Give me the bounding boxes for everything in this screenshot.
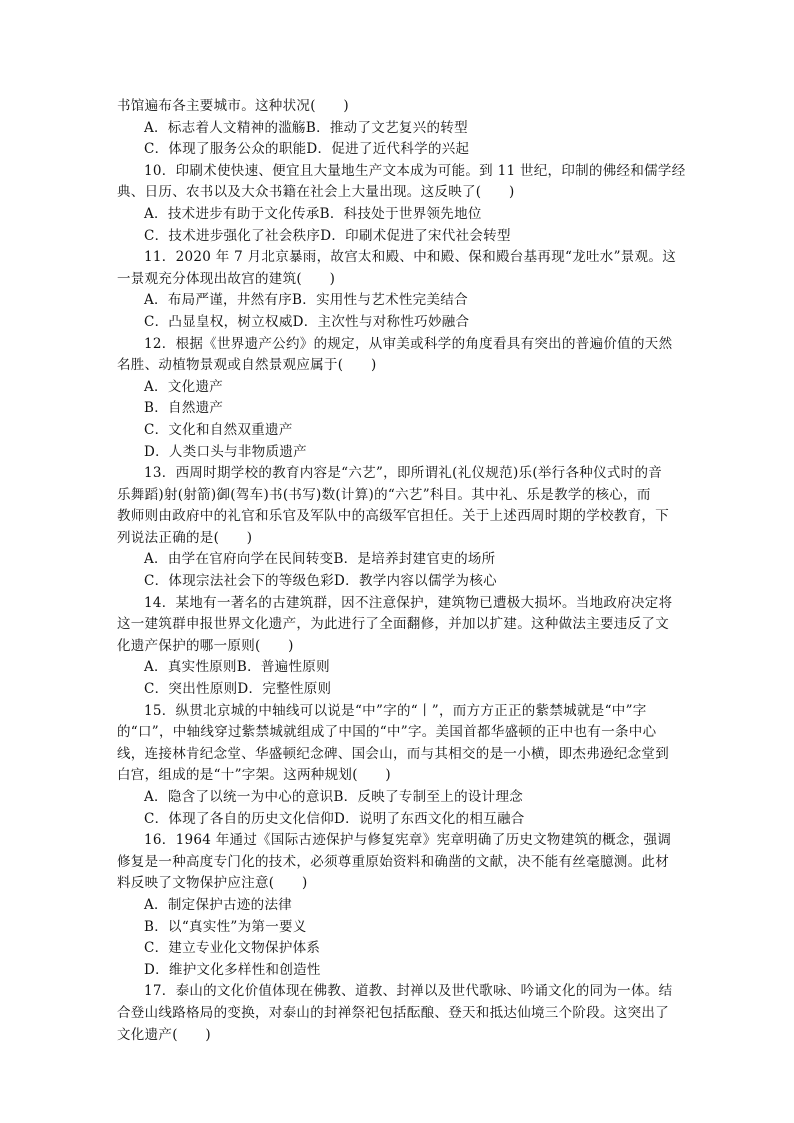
text-line: C．体现了服务公众的职能D．促进了近代科学的兴起	[144, 141, 470, 158]
text-line: 书馆遍布各主要城市。这种状况( )	[117, 98, 349, 114]
text-line: C．技术进步强化了社会秩序D．印刷术促进了宋代社会转型	[144, 227, 511, 244]
text-line: 列说法正确的是( )	[117, 529, 253, 546]
text-line: 14．某地有一著名的古建筑群，因不注意保护，建筑物已遭极大损坏。当地政府决定将	[144, 594, 673, 611]
text-line: C．体现了各自的历史文化信仰D．说明了东西文化的相互融合	[144, 810, 525, 827]
text-line: 文化遗产( )	[117, 1026, 211, 1043]
text-line: A．真实性原则B．普遍性原则	[144, 659, 330, 676]
text-line: 合登山线路格局的变换，对泰山的封禅祭祀包括酝酿、登天和抵达仙境三个阶段。这突出了	[117, 1004, 669, 1021]
text-line: 13．西周时期学校的教育内容是“六艺”，即所谓礼(礼仪规范)乐(举行各种仪式时的音	[144, 465, 663, 482]
text-line: C．突出性原则D．完整性原则	[144, 681, 332, 698]
text-line: 线，连接林肯纪念堂、华盛顿纪念碑、国会山，而与其相交的是一小横，即杰弗逊纪念堂到	[117, 745, 669, 762]
text-line: A．隐含了以统一为中心的意识B．反映了专制至上的设计理念	[144, 789, 524, 805]
text-line: A．文化遗产	[144, 378, 224, 395]
text-line: 11．2020 年 7 月北京暴雨，故宫太和殿、中和殿、保和殿台基再现“龙吐水”景观。这	[144, 249, 676, 266]
text-line: 料反映了文物保护应注意( )	[117, 875, 308, 892]
text-line: 乐舞蹈)射(射箭)御(驾车)书(书写)数(计算)的“六艺”科目。其中礼、乐是教学的核心，而	[117, 486, 651, 503]
text-line: 16．1964 年通过《国际古迹保护与修复宪章》宪章明确了历史文物建筑的概念，强调	[144, 832, 672, 849]
text-line: 15．纵贯北京城的中轴线可以说是“中”字的“丨”，而方方正正的紫禁城就是“中”字	[144, 702, 647, 719]
document-page	[117, 96, 686, 1046]
text-line: D．维护文化多样性和创造性	[144, 961, 321, 978]
text-line: A．技术进步有助于文化传承B．科技处于世界领先地位	[144, 205, 482, 222]
text-line: D．人类口头与非物质遗产	[144, 443, 307, 460]
text-line: 修复是一种高度专门化的技术，必须尊重原始资料和确凿的文献，决不能有丝毫臆测。此材	[117, 853, 669, 870]
text-line: 教师则由政府中的礼官和乐官及军队中的高级军官担任。关于上述西周时期的学校教育，下	[117, 508, 669, 525]
text-line: 的“口”，中轴线穿过紫禁城就组成了中国的“中”字。美国首都华盛顿的正中也有一条中心	[117, 724, 657, 741]
text-line: C．文化和自然双重遗产	[144, 421, 293, 438]
text-line: 10．印刷术使快速、便宜且大量地生产文本成为可能。到 11 世纪，印制的佛经和儒学经	[144, 162, 686, 179]
text-line: 名胜、动植物景观或自然景观应属于( )	[117, 357, 377, 374]
text-line: C．建立专业化文物保护体系	[144, 940, 321, 957]
text-line: A．布局严谨，井然有序B．实用性与艺术性完美结合	[144, 292, 468, 309]
text-line: 12．根据《世界遗产公约》的规定，从审美或科学的角度看具有突出的普遍价值的天然	[144, 335, 673, 352]
text-line: C．体现宗法社会下的等级色彩D．教学内容以儒学为核心	[144, 573, 497, 590]
text-line: 典、日历、农书以及大众书籍在社会上大量出现。这反映了( )	[117, 184, 515, 201]
text-line: B．以“真实性”为第一要义	[144, 918, 307, 935]
text-line: A．标志着人文精神的滥觞B．推动了文艺复兴的转型	[144, 119, 468, 136]
text-line: A．制定保护古迹的法律	[144, 896, 293, 913]
text-line: C．凸显皇权，树立权威D．主次性与对称性巧妙融合	[144, 313, 470, 330]
text-line: 17．泰山的文化价值体现在佛教、道教、封禅以及世代歌咏、吟诵文化的同为一体。结	[144, 983, 673, 1000]
text-line: 一景观充分体现出故宫的建筑( )	[117, 270, 336, 287]
text-line: B．自然遗产	[144, 400, 224, 417]
text-line: 白宫，组成的是“十”字架。这两种规划( )	[117, 767, 391, 784]
text-line: 化遗产保护的哪一原则( )	[117, 637, 294, 654]
text-line: A．由学在官府向学在民间转变B．是培养封建官吏的场所	[144, 551, 496, 568]
text-line: 这一建筑群申报世界文化遗产，为此进行了全面翻修，并加以扩建。这种做法主要违反了文	[117, 616, 669, 633]
